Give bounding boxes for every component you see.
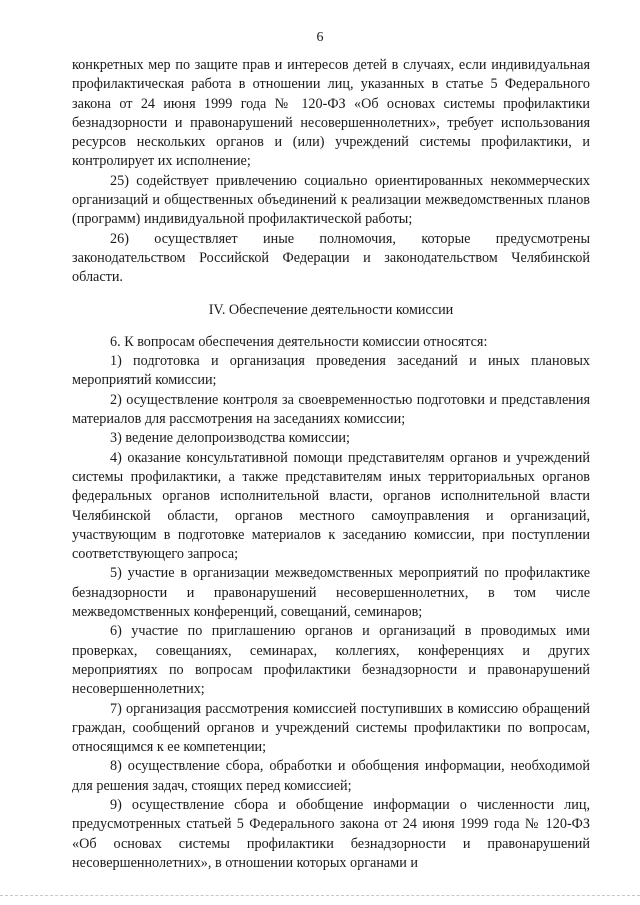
section-title: IV. Обеспечение деятельности комиссии (208, 301, 454, 318)
paragraph-subitem-8: 8) осуществление сбора, обработки и обобщения информации, необходимой для решения задач, стоящих перед комиссией; (72, 758, 590, 794)
paragraph-subitem-7: 7) организация рассмотрения комиссией поступивших в комиссию обращений граждан, сообщений органов и учреждений системы профилактики по вопросам, относящимся к ее компетенции; (72, 700, 590, 756)
paragraph-subitem-3: 3) ведение делопроизводства комиссии; (110, 430, 350, 447)
paragraph-subitem-5: 5) участие в организации межведомственных мероприятий по профилактике безнадзорности и правонарушений несовершеннолетних, в том числе межведомственных конференций, совещаний, семинаров; (72, 565, 590, 621)
paragraph-continuation: конкретных мер по защите прав и интересов детей в случаях, если индивидуальная профилактическая работа в отношении лиц, указанных в статье 5 Федерального закона от 24 июня 1999 года № 120-ФЗ «Об основах системы профилактики безнадзорности и правонарушений несовершеннолетних», требует использования ресурсов нескольких органов и (или) учреждений системы профилактики, и контролирует их исполнение; (72, 57, 590, 170)
paragraph-item-25: 25) содействует привлечению социально ориентированных некоммерческих организаций и общественных объединений к реализации межведомственных планов (программ) индивидуальной профилактической работы; (72, 172, 590, 228)
page-number: 6 (316, 30, 324, 45)
paragraph-subitem-4: 4) оказание консультативной помощи представителям органов и учреждений системы профилактики, а также представителям иных территориальных органов федеральных органов исполнительной власти, органов исполнительной власти Челябинской области, органов местного самоуправления и организаций, участвующим в подготовке материалов к заседанию комиссии, при поступлении соответствующего запроса; (72, 449, 590, 563)
paragraph-item-26: 26) осуществляет иные полномочия, которые предусмотрены законодательством Российской Федерации и законодательством Челябинской области. (72, 230, 590, 286)
paragraph-clause-6: 6. К вопросам обеспечения деятельности комиссии относятся: (110, 333, 488, 350)
paragraph-subitem-1: 1) подготовка и организация проведения заседаний и иных плановых мероприятий комиссии; (72, 353, 590, 389)
document-body (72, 56, 590, 873)
scan-edge-line (0, 895, 640, 897)
paragraph-subitem-2: 2) осуществление контроля за своевременностью подготовки и представления материалов для рассмотрения на заседаниях комиссии; (72, 391, 590, 428)
paragraph-subitem-9: 9) осуществление сбора и обобщение информации о численности лиц, предусмотренных статьей 5 Федерального закона от 24 июня 1999 года № 120-ФЗ «Об основах системы профилактики безнадзорности и правонарушений несовершеннолетних», в отношении которых органами и (72, 796, 590, 871)
paragraph-subitem-6: 6) участие по приглашению органов и организаций в проводимых ими проверках, совещаниях, семинарах, коллегиях, конференциях и других мероприятиях по вопросам профилактики безнадзорности и правонарушений несовершеннолетних; (72, 623, 590, 698)
